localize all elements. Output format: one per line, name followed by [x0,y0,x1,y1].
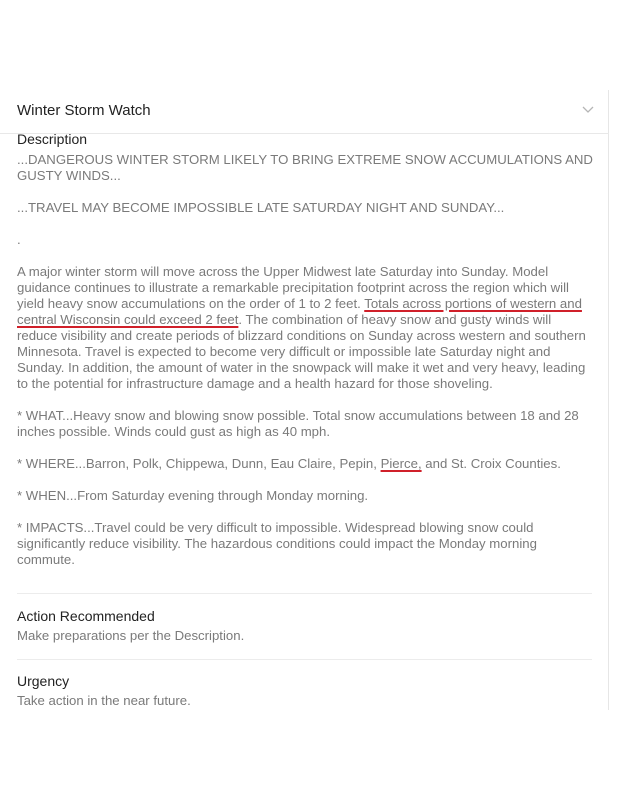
where-part-a: * WHERE...Barron, Polk, Chippewa, Dunn, Eau Claire, Pepin, [17,456,381,471]
action-label: Action Recommended [17,608,155,624]
urgency-label: Urgency [17,673,70,689]
summary-paragraph [17,264,595,392]
alert-header[interactable] [0,90,609,134]
separator-dot: . [17,232,21,247]
headline-2: ...TRAVEL MAY BECOME IMPOSSIBLE LATE SATURDAY NIGHT AND SUNDAY... [17,200,505,215]
headline-1: ...DANGEROUS WINTER STORM LIKELY TO BRING EXTREME SNOW ACCUMULATIONS AND GUSTY WINDS... [17,152,593,183]
divider [17,593,592,594]
description-label: Description [17,131,88,147]
impacts-paragraph: * IMPACTS...Travel could be very difficult to impossible. Widespread blowing snow could significantly reduce visibility. The hazardous conditions could impact the Monday morning commute. [17,520,537,567]
divider [17,659,592,660]
urgency-value: Take action in the near future. [17,693,191,708]
when-paragraph: * WHEN...From Saturday evening through Monday morning. [17,488,369,503]
action-section [17,608,595,644]
chevron-down-icon[interactable] [581,102,595,116]
underlined-pierce: Pierce, [380,456,422,471]
urgency-section [17,673,595,709]
alert-title: Winter Storm Watch [17,102,151,119]
underlined-wisconsin-totals: Totals across portions of western and central Wisconsin could exceed 2 feet [17,296,582,327]
what-paragraph: * WHAT...Heavy snow and blowing snow possible. Total snow accumulations between 18 and 28 inches possible. Winds could gust as high as 40 mph. [17,408,579,439]
description-body [17,152,595,584]
alert-panel [0,90,609,710]
action-value: Make preparations per the Description. [17,628,245,643]
where-part-c: and St. Croix Counties. [421,456,561,471]
summary-part-a: A major winter storm will move across the Upper Midwest late Saturday into Sunday. Model guidance continues to illustrate a remarkable precipitation footprint across the region which will yield heavy snow accumulations on the order of 1 to 2 feet. [17,264,569,311]
summary-part-c: . The combination of heavy snow and gusty winds will reduce visibility and create periods of blizzard conditions on Sunday across western and southern Minnesota. Travel is expected to become very difficult or impossible late Saturday night and Sunday. In addition, the amount of water in the snowpack will make it wet and very heavy, leading to the potential for infrastructure damage and a health hazard for those shoveling. [17,312,586,391]
where-paragraph [17,456,595,472]
